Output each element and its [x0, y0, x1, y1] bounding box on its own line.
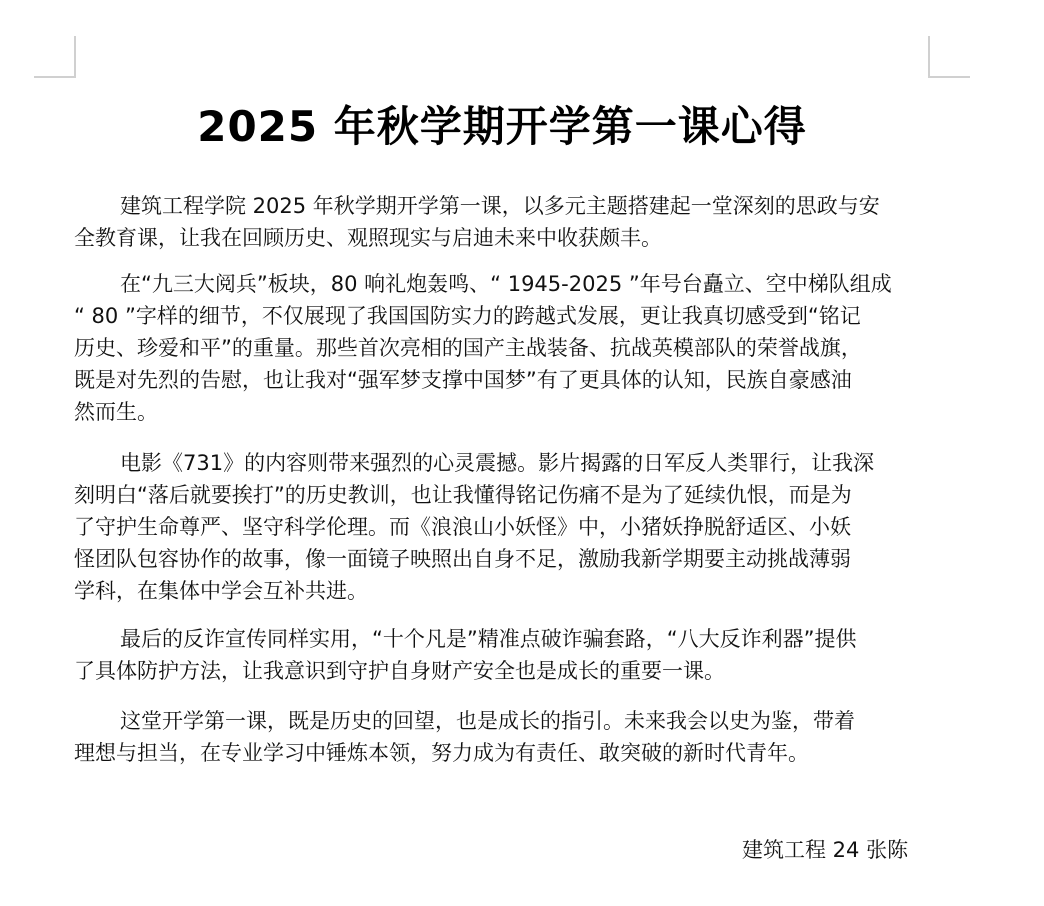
paragraph-3-line-2: 刻明白“落后就要挨打”的历史教训，也让我懂得铭记伤痛不是为了延续仇恨，而是为 [74, 483, 852, 507]
paragraph-3-line-1: 电影《731》的内容则带来强烈的心灵震撼。影片揭露的日军反人类罪行，让我深 [120, 451, 875, 475]
paragraph-2-line-4: 既是对先烈的告慰，也让我对“强军梦支撑中国梦”有了更具体的认知，民族自豪感油 [74, 368, 852, 392]
paragraph-3-line-4: 怪团队包容协作的故事，像一面镜子映照出自身不足，激励我新学期要主动挑战薄弱 [74, 547, 851, 571]
paragraph-4-line-1: 最后的反诈宣传同样实用，“十个凡是”精准点破诈骗套路，“八大反诈利器”提供 [120, 627, 857, 651]
paragraph-2-line-2: “ 80 ”字样的细节，不仅展现了我国国防实力的跨越式发展，更让我真切感受到“铭记 [74, 304, 861, 328]
paragraph-5-line-2: 理想与担当，在专业学习中锤炼本领，努力成为有责任、敢突破的新时代青年。 [74, 741, 809, 765]
paragraph-3-line-3: 了守护生命尊严、坚守科学伦理。而《浪浪山小妖怪》中，小猪妖挣脱舒适区、小妖 [74, 515, 851, 539]
paragraph-2-line-5: 然而生。 [74, 400, 158, 424]
paragraph-5-line-1: 这堂开学第一课，既是历史的回望，也是成长的指引。未来我会以史为鉴，带着 [120, 709, 855, 733]
paragraph-1-line-2: 全教育课，让我在回顾历史、观照现实与启迪未来中收获颇丰。 [74, 226, 662, 250]
top-left-margin-mark [34, 36, 76, 78]
paragraph-1-line-1: 建筑工程学院 2025 年秋学期开学第一课，以多元主题搭建起一堂深刻的思政与安 [120, 194, 880, 218]
author-signature: 建筑工程 24 张陈 [742, 838, 909, 862]
paragraph-2-line-1: 在“九三大阅兵”板块，80 响礼炮轰鸣、“ 1945-2025 ”年号台矗立、空中梯队组成 [120, 272, 892, 296]
top-right-margin-mark [928, 36, 970, 78]
paragraph-3-line-5: 学科，在集体中学会互补共进。 [74, 579, 368, 603]
document-title: 2025 年秋学期开学第一课心得 [197, 102, 807, 151]
paragraph-4-line-2: 了具体防护方法，让我意识到守护自身财产安全也是成长的重要一课。 [74, 659, 725, 683]
paragraph-2-line-3: 历史、珍爱和平”的重量。那些首次亮相的国产主战装备、抗战英模部队的荣誉战旗， [74, 336, 862, 360]
